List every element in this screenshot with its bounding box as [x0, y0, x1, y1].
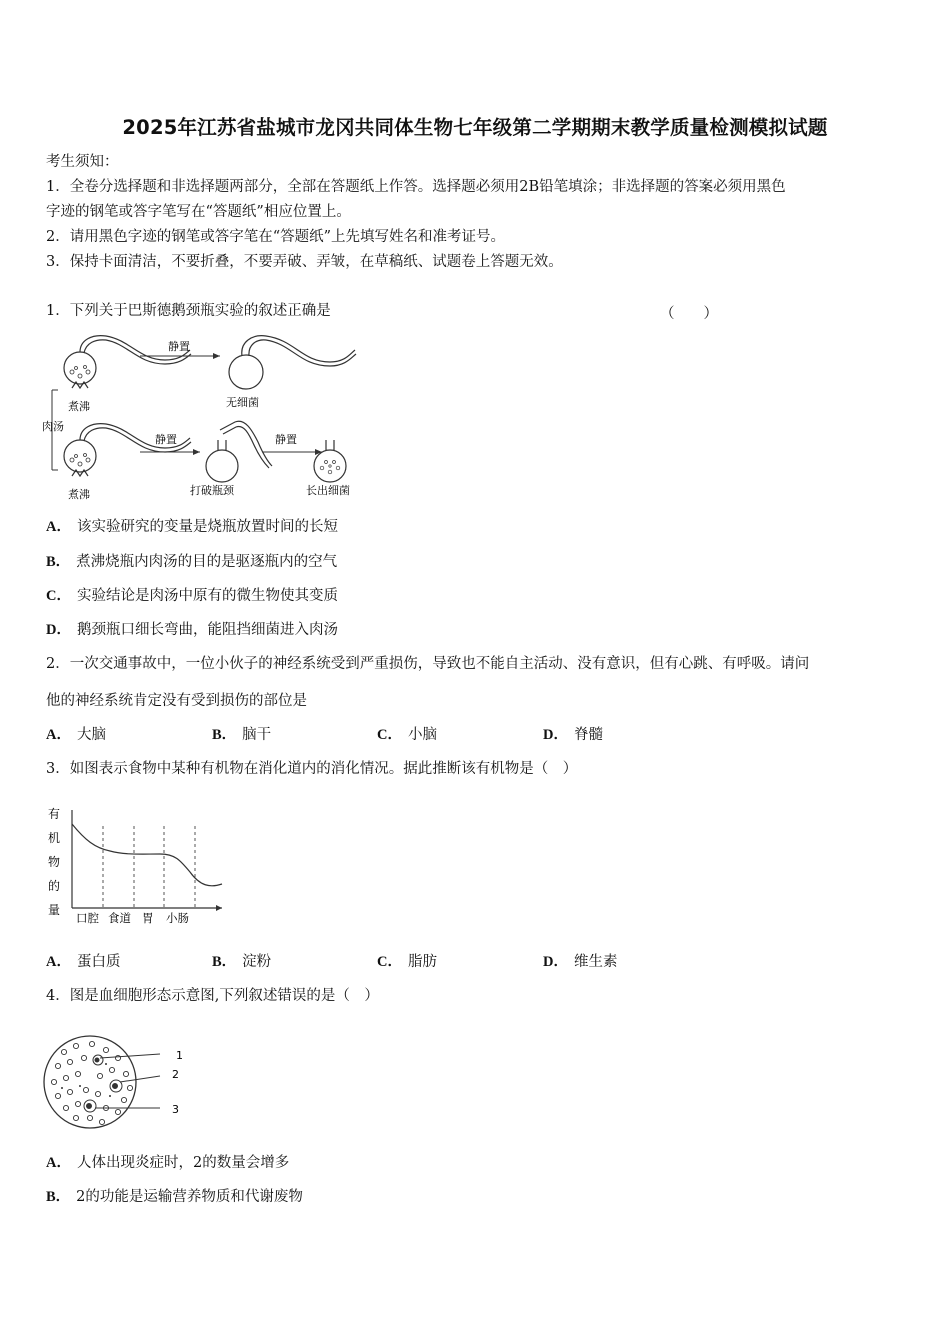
label-1: 1: [176, 1049, 183, 1062]
bubbles-top: [70, 366, 90, 379]
q3-stem: 3．如图表示食物中某种有机物在消化道内的消化情况。据此推断该有机物是（ ）: [46, 761, 578, 777]
q1-option-a[interactable]: A． 该实验研究的变量是烧瓶放置时间的长短: [46, 519, 338, 535]
q4-option-b[interactable]: B． 2的功能是运输营养物质和代谢废物: [46, 1189, 303, 1205]
q1-stem: 1．下列关于巴斯德鹅颈瓶实验的叙述正确是: [46, 303, 331, 319]
flask-no-bacteria: [229, 336, 356, 389]
q1-answer-paren: （ ）: [660, 306, 718, 322]
q2-option-a[interactable]: A． 大脑: [46, 727, 106, 743]
q1-option-c[interactable]: C． 实验结论是肉汤中原有的微生物使其变质: [46, 588, 338, 604]
notice-heading: 考生须知：: [46, 154, 119, 170]
q2-option-b[interactable]: B． 脑干: [212, 727, 272, 743]
q4-blood-cell-figure: [40, 1030, 200, 1135]
label-3: 3: [172, 1103, 179, 1116]
digestion-curve: [72, 824, 222, 886]
notice-item-1-cont: 字迹的钢笔或答字笔写在“答题纸”相应位置上。: [46, 204, 351, 220]
y-label-char-5: 量: [48, 903, 61, 917]
y-label-char-1: 有: [48, 807, 61, 821]
x-label-esophagus: 食道: [108, 911, 131, 925]
label-bacteria: 长出细菌: [306, 484, 350, 497]
q4-stem: 4．图是血细胞形态示意图,下列叙述错误的是（ ）: [46, 988, 379, 1004]
notice-item-3: 3．保持卡面清洁，不要折叠，不要弄破、弄皱，在草稿纸、试题卷上答题无效。: [46, 254, 563, 270]
q3-option-b[interactable]: B． 淀粉: [212, 954, 272, 970]
label-boil-top: 煮沸: [68, 400, 90, 413]
q3-option-d[interactable]: D． 维生素: [543, 954, 618, 970]
label-2: 2: [172, 1068, 179, 1081]
q4-option-a[interactable]: A． 人体出现炎症时，2的数量会增多: [46, 1155, 290, 1171]
q3-digestion-chart: [40, 800, 240, 930]
q3-option-a[interactable]: A． 蛋白质: [46, 954, 121, 970]
notice-item-1: 1．全卷分选择题和非选择题两部分，全部在答题纸上作答。选择题必须用2B铅笔填涂；非选择题的答案必须用黑色: [46, 179, 786, 195]
label-broken-neck: 打破瓶颈: [190, 484, 234, 497]
label-stand-3: 静置: [275, 433, 297, 446]
label-stand-1: 静置: [168, 340, 190, 353]
q2-stem-cont: 他的神经系统肯定没有受到损伤的部位是: [46, 693, 307, 709]
q1-figure-swan-neck-flask: [40, 330, 370, 502]
q2-stem: 2．一次交通事故中，一位小伙子的神经系统受到严重损伤，导致也不能自主活动、没有意识，但有心跳、有呼吸。请问: [46, 656, 810, 672]
label-boil-bottom: 煮沸: [68, 488, 90, 501]
x-label-small-intestine: 小肠: [166, 911, 189, 925]
q1-option-b[interactable]: B． 煮沸烧瓶内肉汤的目的是驱逐瓶内的空气: [46, 554, 338, 570]
y-label-char-3: 物: [48, 855, 61, 869]
x-label-mouth: 口腔: [76, 911, 99, 925]
flask-boiling-bottom: [64, 424, 191, 472]
notice-item-2: 2．请用黑色字迹的钢笔或答字笔在“答题纸”上先填写姓名和准考证号。: [46, 229, 506, 245]
white-blood-cells: [84, 1055, 122, 1112]
q2-option-c[interactable]: C． 小脑: [377, 727, 437, 743]
q1-option-d[interactable]: D． 鹅颈瓶口细长弯曲，能阻挡细菌进入肉汤: [46, 622, 338, 638]
bubbles-bottom: [70, 454, 90, 467]
y-label-char-2: 机: [48, 831, 61, 845]
label-no-bacteria: 无细菌: [226, 396, 259, 409]
page-title: 2025年江苏省盐城市龙冈共同体生物七年级第二学期期末教学质量检测模拟试题: [122, 116, 828, 139]
x-label-stomach: 胃: [142, 911, 154, 925]
platelets: [61, 1063, 111, 1097]
bacteria-dots: [320, 461, 340, 474]
label-stand-2: 静置: [155, 433, 177, 446]
flask-bacteria: [314, 440, 346, 482]
q2-option-d[interactable]: D． 脊髓: [543, 727, 603, 743]
q3-option-c[interactable]: C． 脂肪: [377, 954, 437, 970]
y-label-char-4: 的: [48, 879, 61, 893]
pointer-1: [100, 1054, 160, 1058]
label-broth: 肉汤: [42, 420, 64, 433]
